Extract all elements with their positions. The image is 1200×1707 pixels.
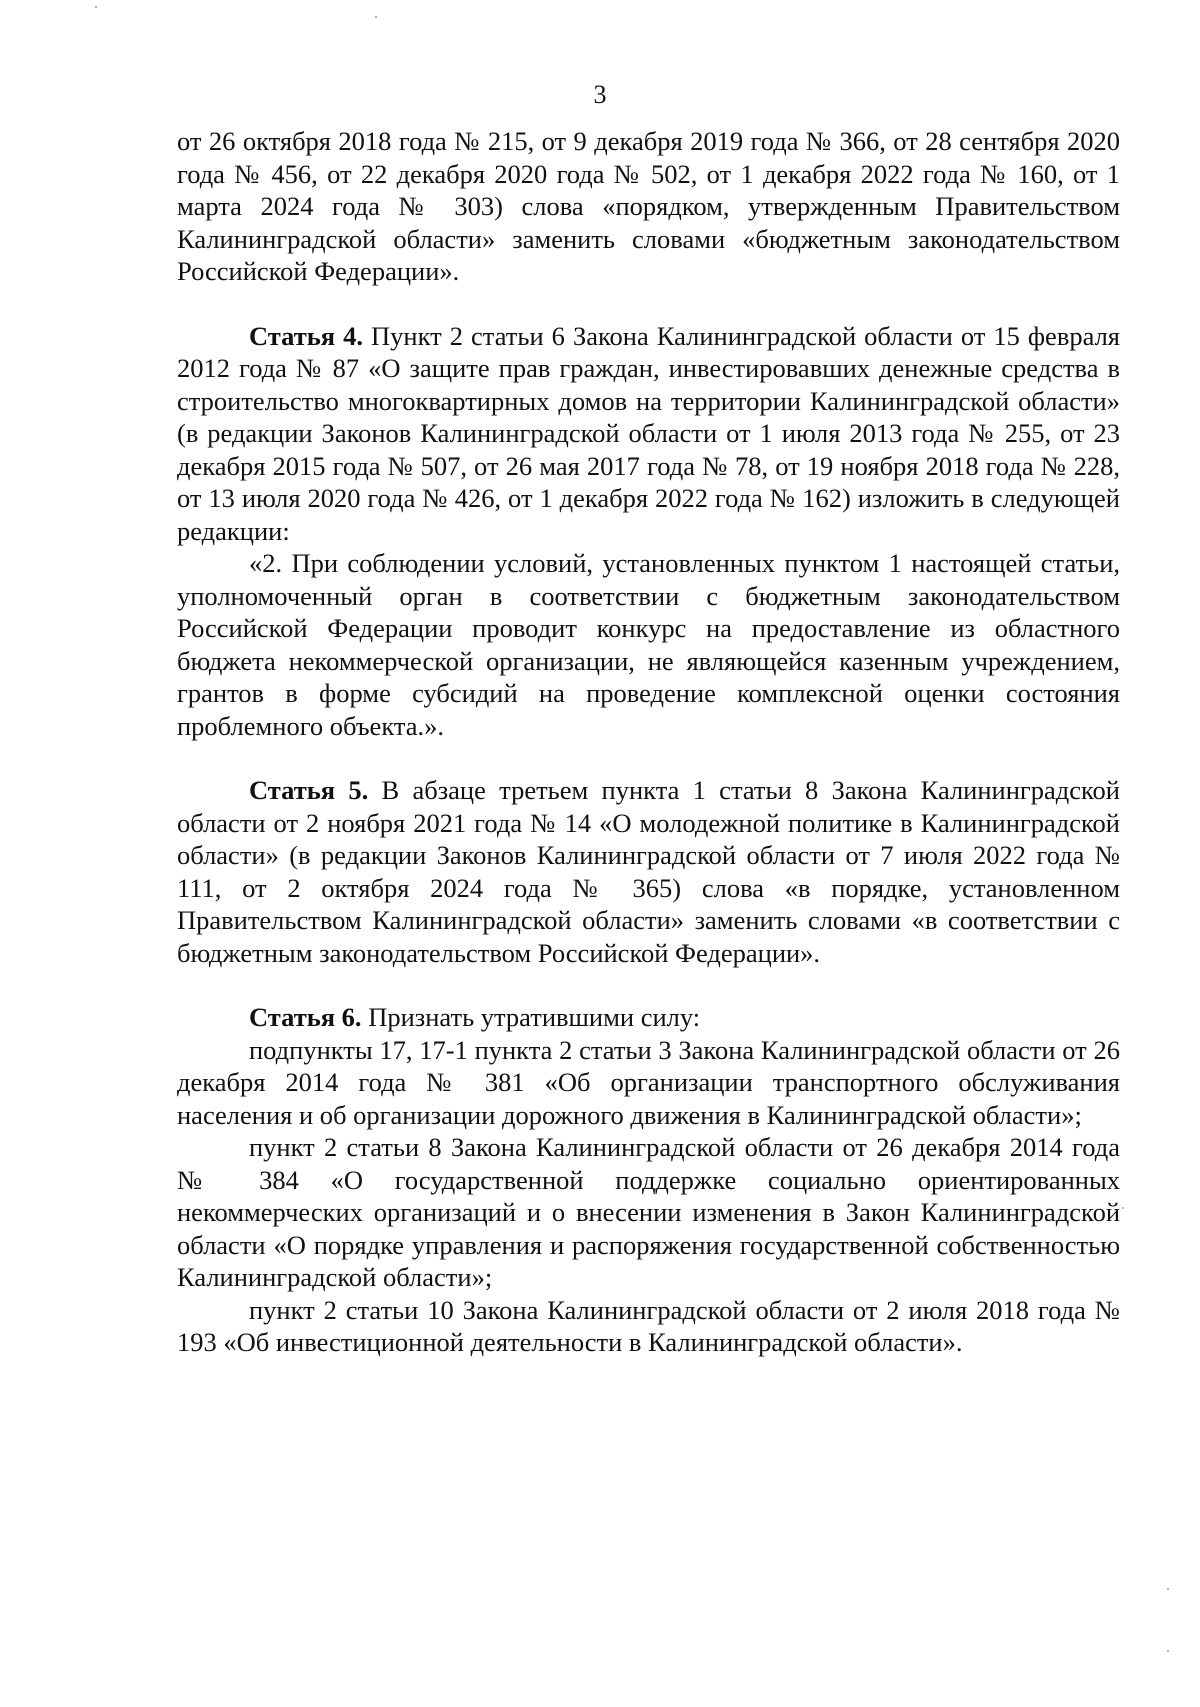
article-4 [177, 320, 1120, 548]
scan-speck [1167, 1588, 1169, 1590]
article-6-label: Статья 6. [249, 1002, 362, 1032]
scan-speck [95, 6, 97, 8]
article-6-text: Признать утратившими силу: [361, 1002, 701, 1032]
article-6-item-1: подпункты 17, 17-1 пункта 2 статьи 3 Закона Калининградской области от 26 декабря 2014 года № 381 «Об организации транспортного обслуживания населения и об организации дорожного движения в Калининградской области»; [177, 1034, 1120, 1130]
article-4-label: Статья 4. [249, 320, 363, 351]
article-6-item-2: пункт 2 статьи 8 Закона Калининградской области от 26 декабря 2014 года № 384 «О государственной поддержке социально ориентированных некоммерческих организаций и о внесении изменения в Закон Калининградской области «О порядке управления и распоряжения государственной собственностью Калининградской области»; [177, 1132, 1120, 1292]
article-6-item-3: пункт 2 статьи 10 Закона Калининградской области от 2 июля 2018 года № 193 «Об инвестиционной деятельности в Калининградской области». [177, 1294, 1120, 1357]
scan-speck [1167, 1650, 1169, 1652]
article-4-new-wording: «2. При соблюдении условий, установленных пунктом 1 настоящей статьи, уполномоченный орган в соответствии с бюджетным законодательством Российской Федерации проводит конкурс на предоставление из областного бюджета некоммерческой организации, не являющейся казенным учреждением, грантов в форме субсидий на проведение комплексной оценки состояния проблемного объекта.». [177, 548, 1120, 741]
scan-speck [375, 16, 377, 18]
scan-speck [1122, 1207, 1124, 1209]
article-5 [177, 774, 1120, 969]
article-5-text: В абзаце третьем пункта 1 статьи 8 Закона Калининградской области от 2 ноября 2021 года № 14 «О молодежной политике в Калининградской области» (в редакции Законов Калининградской области от 7 июля 2022 года № 111, от 2 октября 2024 года № 365) слова «в порядке, установленном Правительством Калининградской области» заменить словами «в соответствии с бюджетным законодательством Российской Федерации». [177, 775, 1120, 968]
article-4-text: Пункт 2 статьи 6 Закона Калининградской области от 15 февраля 2012 года № 87 «О защите прав граждан, инвестировавших денежные средства в строительство многоквартирных домов на территории Калининградской области» (в редакции Законов Калининградской области от 1 июля 2013 года № 255, от 23 декабря 2015 года № 507, от 26 мая 2017 года № 78, от 19 ноября 2018 года № 228, от 13 июля 2020 года № 426, от 1 декабря 2022 года № 162) изложить в следующей редакции: [177, 320, 1120, 546]
page-number: 3 [593, 80, 607, 109]
article-6 [177, 1001, 1120, 1034]
article-5-label: Статья 5. [249, 775, 369, 805]
paragraph-continuation: от 26 октября 2018 года № 215, от 9 декабря 2019 года № 366, от 28 сентября 2020 года № 456, от 22 декабря 2020 года № 502, от 1 декабря 2022 года № 160, от 1 марта 2024 года № 303) слова «порядком, утвержденным Правительством Калининградской области» заменить словами «бюджетным законодательством Российской Федерации». [177, 126, 1120, 286]
document-body [177, 125, 1120, 1359]
